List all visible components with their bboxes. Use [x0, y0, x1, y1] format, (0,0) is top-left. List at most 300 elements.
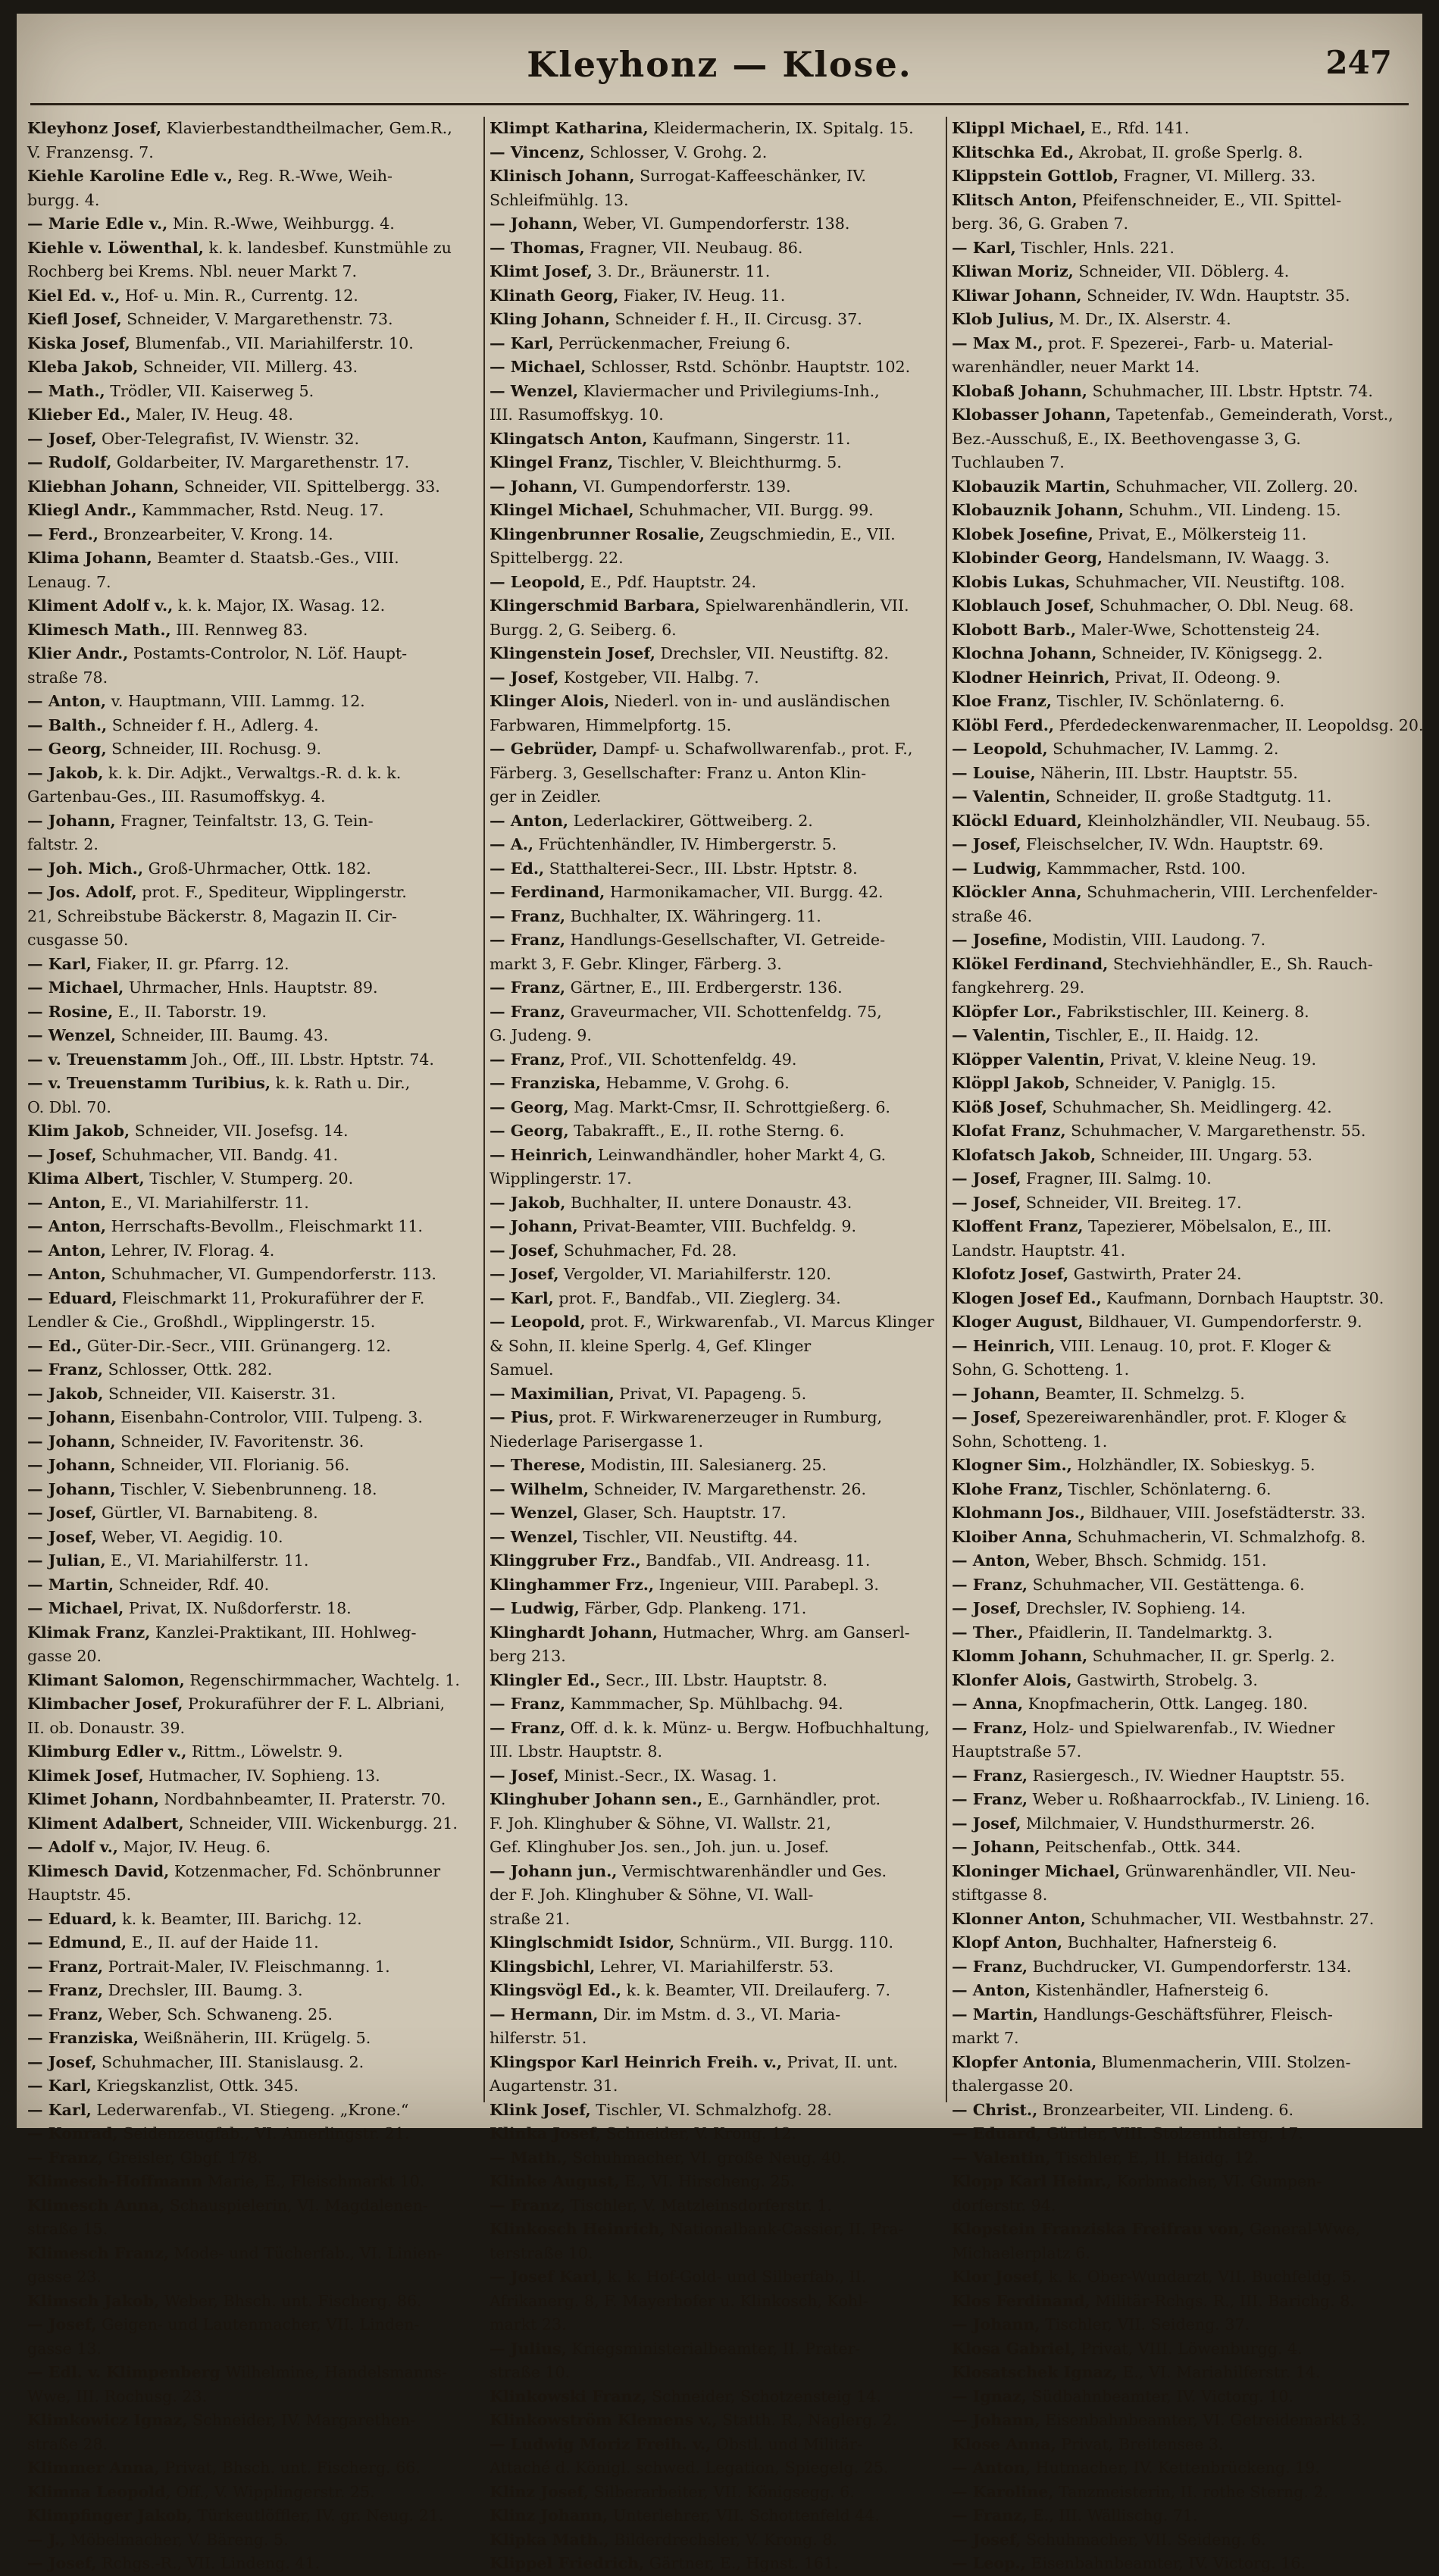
directory-entry-line — [952, 857, 1402, 881]
entry-details: Burgg. 2, G. Seiberg. 6. — [490, 620, 677, 639]
entry-details: General-Wwe, — [1244, 2220, 1361, 2238]
directory-entry-line — [27, 164, 477, 189]
directory-entry-line — [490, 2481, 940, 2505]
directory-entry-line — [27, 785, 477, 809]
entry-details: Wilhelmine, Handelsmanns- — [220, 2363, 447, 2381]
directory-entry-line — [27, 332, 477, 356]
entry-name: Kloblauch Josef, — [952, 596, 1095, 615]
entry-name: Klimna Leopold, — [27, 2482, 171, 2501]
entry-name: Klimsch Jakob, — [27, 2291, 160, 2310]
entry-name: Klimesch David, — [27, 1861, 170, 1880]
entry-name: — Ignaz, — [952, 2387, 1027, 2405]
entry-name: — Ferdinand, — [490, 883, 605, 901]
entry-details: Unterlehrer, VII. Schottenfeld 44. — [608, 2506, 880, 2524]
entry-name: — Johann, — [27, 1432, 116, 1451]
directory-entry-line — [27, 2099, 477, 2123]
entry-details: Holz- und Spielwarenfab., IV. Wiedner — [1028, 1718, 1335, 1737]
directory-entry-line — [490, 1263, 940, 1287]
entry-name: Klink Josef, — [490, 2100, 591, 2119]
directory-entry-line — [27, 571, 477, 595]
directory-entry-line — [27, 953, 477, 977]
entry-details: Bildhauer, VIII. Josefstädterstr. 33. — [1085, 1504, 1366, 1522]
directory-entry-line — [27, 690, 477, 714]
entry-details: cusgasse 50. — [27, 931, 129, 949]
entry-details: Postamts-Controlor, N. Löf. Haupt- — [128, 644, 408, 662]
entry-name: — Jos. Adolf, — [27, 883, 137, 901]
entry-name: — Johann, — [490, 214, 578, 233]
entry-name: — Josef, — [952, 835, 1021, 853]
directory-entry-line — [27, 1788, 477, 1812]
entry-name: — Franz, — [27, 2005, 104, 2024]
entry-details: Schneider, V. Margarethenstr. 73. — [121, 310, 393, 328]
entry-name: — Julius, — [490, 2339, 567, 2358]
directory-entry-line — [27, 2146, 477, 2171]
entry-details: hilferstr. 51. — [490, 2029, 587, 2047]
entry-name: Klima Johann, — [27, 549, 152, 567]
entry-details: Schuhmacher, O. Dbl. Neug. 68. — [1094, 596, 1354, 615]
entry-details: Tabakrafft., E., II. rothe Sterng. 6. — [568, 1122, 845, 1140]
directory-entry-line — [27, 355, 477, 380]
entry-name: — Franz, — [490, 1695, 566, 1713]
directory-entry-line — [490, 2409, 940, 2433]
entry-details: Tuchlauben 7. — [952, 453, 1065, 471]
directory-entry-line — [952, 2290, 1402, 2314]
entry-name: Klingenstein Josef, — [490, 644, 655, 662]
directory-entry-line — [490, 1000, 940, 1025]
directory-entry-line — [27, 666, 477, 690]
entry-details: Schuhmacher, III. Lbstr. Hptstr. 74. — [1087, 381, 1373, 400]
directory-entry-line — [952, 499, 1402, 523]
entry-details: Surrogat-Kaffeeschänker, IV. — [634, 167, 867, 185]
entry-details: Spittelbergg. 22. — [490, 549, 624, 567]
directory-entry-line — [490, 1812, 940, 1836]
directory-entry-line — [490, 1239, 940, 1263]
entry-details: Gürtler, VIII. Stolzenthalerg. 17. — [1041, 2124, 1303, 2142]
directory-entry-line — [27, 1764, 477, 1789]
entry-name: Klopf Anton, — [952, 1933, 1063, 1952]
entry-details: Schneider, III. Ungarg. 53. — [1096, 1145, 1313, 1164]
entry-name: Klinghammer Frz., — [490, 1575, 655, 1594]
entry-details: Schuhmacher, VII. Seideng. 6. — [1021, 2530, 1266, 2549]
entry-details: Tanzmeisterin, II. rothe Sterng. 2. — [1053, 2482, 1329, 2501]
directory-entry-line — [27, 284, 477, 308]
entry-details: Glaser, Sch. Hauptstr. 17. — [578, 1504, 787, 1522]
entry-name: Klogen Josef Ed., — [952, 1288, 1102, 1307]
entry-name: — Josef, — [952, 1169, 1021, 1188]
directory-entry-line — [27, 1239, 477, 1263]
entry-details: Lehrer, IV. Florag. 4. — [106, 1241, 275, 1260]
directory-entry-line — [27, 1072, 477, 1096]
directory-entry-line — [27, 2409, 477, 2433]
entry-details: Groß-Uhrmacher, Ottk. 182. — [143, 859, 371, 878]
entry-name: — Josef, — [27, 1527, 97, 1546]
entry-name: Kling Johann, — [490, 310, 610, 328]
entry-name: Klopstein Franziska Freifrau von, — [952, 2220, 1245, 2238]
entry-details: stiftgasse 8. — [952, 1886, 1048, 1904]
directory-entry-line — [952, 2528, 1402, 2553]
directory-entry-line — [490, 499, 940, 523]
entry-details: Dir. im Mstm. d. 3., VI. Maria- — [598, 2005, 841, 2024]
entry-name: Klitschka Ed., — [952, 142, 1075, 161]
entry-name: — Franziska, — [27, 2029, 139, 2047]
entry-details: Schneider, VII. Josefsg. 14. — [130, 1122, 349, 1140]
entry-details: prot. F. Spezerei-, Farb- u. Material- — [1043, 333, 1334, 352]
entry-details: Kleinholzhändler, VII. Neubaug. 55. — [1082, 811, 1371, 830]
directory-entry-line — [27, 236, 477, 261]
entry-details: Rchgs.-R., VII. Lindeng. 41. — [96, 2554, 321, 2572]
directory-entry-line — [952, 2242, 1402, 2266]
directory-entry-line — [27, 1263, 477, 1287]
entry-name: — Ludwig Moriz Freih. v., — [490, 2434, 712, 2453]
entry-details: Augartenstr. 31. — [490, 2077, 618, 2095]
entry-name: — Ludwig, — [490, 1599, 580, 1617]
directory-entry-line — [27, 1979, 477, 2003]
entry-name: Klobis Lukas, — [952, 572, 1071, 591]
entry-name: — Josef, — [490, 1766, 559, 1785]
entry-name: — Wenzel, — [27, 1026, 117, 1044]
entry-name: Klofatsch Jakob, — [952, 1145, 1096, 1164]
entry-details: Privat, II. unt. — [782, 2052, 898, 2071]
directory-entry-line — [27, 546, 477, 571]
directory-entry-line — [490, 1717, 940, 1741]
entry-name: — Karl, — [27, 954, 92, 973]
directory-page — [17, 14, 1424, 2572]
directory-entry-line — [952, 1263, 1402, 1287]
directory-entry-line — [952, 1167, 1402, 1191]
entry-details: der F. Joh. Klinghuber & Söhne, VI. Wall- — [490, 1886, 814, 1904]
directory-entry-line — [952, 2552, 1402, 2576]
entry-details: straße 78. — [27, 668, 108, 687]
directory-entry-line — [490, 2361, 940, 2385]
directory-entry-line — [27, 1812, 477, 1836]
entry-details: Major, IV. Heug. 6. — [117, 1838, 271, 1856]
directory-entry-line — [952, 1621, 1402, 1645]
entry-name: — Franz, — [490, 2196, 566, 2214]
entry-details: k. k. Beamter, VII. Dreilauferg. 7. — [621, 1981, 891, 1999]
entry-name: Klingerschmid Barbara, — [490, 596, 700, 615]
entry-name: — Anton, — [27, 1265, 107, 1283]
entry-name: Klingel Michael, — [490, 501, 634, 519]
directory-entry-line — [952, 1597, 1402, 1621]
entry-details: Ingenieur, VIII. Parabepl. 3. — [654, 1575, 879, 1594]
entry-details: Modistin, III. Salesianerg. 25. — [585, 1456, 827, 1474]
directory-entry-line — [27, 1119, 477, 1144]
directory-entry-line — [27, 1692, 477, 1717]
entry-name: Klimbacher Josef, — [27, 1695, 183, 1713]
directory-entry-line — [490, 1119, 940, 1144]
directory-entry-line — [952, 546, 1402, 571]
entry-name: — Johann jun., — [490, 1861, 618, 1880]
entry-details: Farbwaren, Himmelpfortg. 15. — [490, 715, 732, 734]
directory-entry-line — [490, 284, 940, 308]
running-title: Kleyhonz — Klose. — [527, 44, 912, 85]
directory-entry-line — [952, 1836, 1402, 1860]
entry-name: — Anton, — [27, 1217, 107, 1235]
entry-details: markt 3, F. Gebr. Klinger, Färberg. 3. — [490, 954, 782, 973]
page-number: 247 — [1325, 44, 1392, 81]
entry-name: Klinkowström Klemens v., — [490, 2411, 718, 2429]
entry-details: Buchhalter, II. untere Donaustr. 43. — [565, 1193, 852, 1212]
entry-details: Hutmacher, IV. Sophieng. 13. — [143, 1766, 380, 1785]
entry-name: — Leop., — [952, 2554, 1026, 2572]
directory-entry-line — [27, 1549, 477, 1573]
entry-details: Gärtner, E., III. Erdbergerstr. 136. — [565, 978, 843, 997]
entry-details: Buchdrucker, VI. Gumpendorferstr. 134. — [1028, 1957, 1352, 1976]
entry-details: Weber, Bhsch. Schmidg. 151. — [1031, 1551, 1267, 1570]
directory-entry-line — [952, 1430, 1402, 1454]
directory-entry-line — [490, 1788, 940, 1812]
entry-details: Michaelerplatz 6. — [952, 2243, 1090, 2262]
directory-entry-line — [490, 737, 940, 762]
directory-entry-line — [27, 1836, 477, 1860]
entry-details: Minist.-Secr., IX. Wasag. 1. — [558, 1766, 777, 1785]
entry-details: Gastwirth, Prater 24. — [1068, 1265, 1242, 1283]
entry-name: Klimesch Math., — [27, 620, 171, 639]
directory-entry-line — [27, 1908, 477, 1932]
directory-entry-line — [952, 1717, 1402, 1741]
entry-details: Sohn, Schotteng. 1. — [952, 1432, 1108, 1451]
entry-name: — Edl. v. Klimpenberg — [27, 2363, 221, 2381]
directory-entry-line — [952, 905, 1402, 929]
directory-entry-line — [27, 594, 477, 618]
directory-entry-line — [952, 928, 1402, 953]
entry-name: Kliegl Andr., — [27, 501, 137, 519]
directory-entry-line — [952, 2027, 1402, 2051]
directory-column-1 — [27, 117, 477, 2572]
entry-name: — Karoline, — [952, 2482, 1054, 2501]
directory-entry-line — [490, 714, 940, 738]
entry-details: straße 21. — [490, 1909, 571, 1928]
directory-entry-line — [490, 1478, 940, 1502]
entry-name: Klinkowski Franz, — [490, 2387, 647, 2405]
directory-entry-line — [952, 1454, 1402, 1478]
directory-entry-line — [952, 618, 1402, 643]
directory-entry-line — [27, 1454, 477, 1478]
entry-name: — Josef, — [27, 2554, 97, 2572]
directory-entry-line — [27, 308, 477, 332]
directory-entry-line — [490, 189, 940, 213]
entry-details: Nationalbank-Cassier, II. Pra- — [665, 2220, 904, 2238]
entry-name: Klimburg Edler v., — [27, 1742, 187, 1761]
entry-name: — Anton, — [490, 811, 569, 830]
entry-details: markt 23. — [490, 2315, 567, 2333]
directory-entry-line — [27, 475, 477, 499]
directory-entry-line — [490, 2194, 940, 2218]
entry-name: — Ed., — [27, 1336, 83, 1355]
entry-details: warenhändler, neuer Markt 14. — [952, 358, 1200, 376]
entry-details: Schlosser, Rstd. Schönbr. Hauptstr. 102. — [586, 358, 911, 376]
directory-entry-line — [490, 2099, 940, 2123]
entry-details: Akrobat, II. große Sperlg. 8. — [1074, 142, 1303, 161]
directory-entry-line — [490, 2146, 940, 2171]
entry-details: Privat, II. Odeong. 9. — [1109, 668, 1281, 687]
directory-entry-line — [27, 1358, 477, 1382]
entry-details: k. k. Hof-Gold- und Silberfab., II. — [602, 2268, 867, 2286]
entry-details: Schnürm., VII. Burgg. 110. — [674, 1933, 894, 1952]
entry-name: Klimesch-Hoffmann — [27, 2172, 203, 2190]
entry-details: straße 15. — [27, 2220, 108, 2238]
entry-details: Militär-Rchgs. R., III. Barichg. 8. — [1090, 2291, 1355, 2310]
entry-details: Buchhalter, IX. Währingerg. 11. — [565, 906, 821, 925]
directory-entry-line — [490, 1621, 940, 1645]
directory-entry-line — [27, 1501, 477, 1526]
entry-name: — Georg, — [490, 1097, 569, 1116]
entry-details: VI. Gumpendorferstr. 139. — [577, 477, 791, 496]
entry-details: Schuhmacher, IV. Lammg. 2. — [1047, 740, 1279, 758]
entry-details: Weber, Bhsch. unt. Fischerg. 86. — [159, 2291, 422, 2310]
entry-name: — Josef, — [952, 2530, 1021, 2549]
entry-name: Klitsch Anton, — [952, 190, 1078, 209]
directory-entry-line — [27, 928, 477, 953]
entry-details: Hutmacher, IV. Kettenbrückeng. 19. — [1031, 2459, 1320, 2477]
entry-name: — Karl, — [490, 1288, 554, 1307]
entry-details: Privat-Beamter, VIII. Buchfeldg. 9. — [577, 1217, 856, 1235]
entry-name: — Rudolf, — [27, 453, 112, 471]
directory-entry-line — [952, 642, 1402, 666]
entry-name: — Jakob, — [27, 1384, 104, 1403]
entry-details: Lederlackirer, Göttweiberg. 2. — [568, 811, 813, 830]
directory-entry-line — [952, 2504, 1402, 2528]
directory-entry-line — [952, 427, 1402, 452]
directory-entry-line — [952, 523, 1402, 547]
entry-name: Klippel Friedrich, — [490, 2554, 645, 2572]
entry-details: Regenschirmmacher, Wachtelg. 1. — [184, 1670, 460, 1689]
entry-details: Schlosser, V. Grohg. 2. — [584, 142, 768, 161]
entry-details: Privat, E., Mölkersteig 11. — [1093, 524, 1307, 543]
entry-details: Trödler, VII. Kaiserweg 5. — [105, 381, 314, 400]
entry-name: Klosa Gabriel, — [952, 2339, 1076, 2358]
entry-details: Greisler, Gbgf. 178. — [103, 2148, 263, 2167]
entry-details: straße 46. — [952, 906, 1033, 925]
entry-details: G. Judeng. 9. — [490, 1026, 592, 1044]
directory-entry-line — [952, 2122, 1402, 2146]
entry-name: — Johann, — [952, 2315, 1040, 2333]
directory-entry-line — [952, 2385, 1402, 2409]
directory-entry-line — [490, 1191, 940, 1216]
directory-entry-line — [27, 2433, 477, 2457]
entry-details: gasse 20. — [27, 1647, 102, 1665]
directory-entry-line — [952, 1549, 1402, 1573]
directory-entry-line — [952, 1048, 1402, 1072]
entry-details: gasse 13. — [27, 2339, 102, 2358]
entry-details: Spezereiwarenhändler, prot. F. Kloger & — [1021, 1408, 1347, 1426]
directory-entry-line — [490, 2170, 940, 2194]
entry-details: Tischler, Schönlaterng. 6. — [1063, 1479, 1272, 1498]
entry-name: — J., — [27, 2530, 66, 2549]
entry-details: Schneider, VIII. Wickenburgg. 21. — [183, 1814, 458, 1833]
directory-entry-line — [490, 2074, 940, 2099]
entry-name: — Hermann, — [490, 2005, 599, 2024]
entry-name: — v. Treuenstamm — [27, 1050, 187, 1069]
entry-details: berg. 36, G. Graben 7. — [952, 214, 1128, 233]
entry-details: Schneider f. H., II. Circusg. 37. — [610, 310, 862, 328]
entry-details: E., Garnhändler, prot. — [702, 1790, 881, 1808]
entry-name: — Leopold, — [952, 740, 1048, 758]
entry-name: — Josef, — [952, 1408, 1021, 1426]
entry-name: — Anton, — [952, 1981, 1031, 1999]
entry-details: Seidenzeugfab., VI. Amerlingstr. 21. — [117, 2124, 410, 2142]
directory-entry-line — [27, 1287, 477, 1311]
directory-entry-line — [27, 2265, 477, 2290]
entry-name: — Franziska, — [490, 1074, 602, 1092]
entry-details: Eisenbahnbeamter, VI. Getreidemarkt 3. — [1040, 2411, 1366, 2429]
entry-details: Maler-Wwe, Schottensteig 24. — [1076, 620, 1320, 639]
entry-name: Kloiber Anna, — [952, 1527, 1073, 1546]
directory-entry-line — [490, 475, 940, 499]
entry-details: Uhrmacher, Hnls. Hauptstr. 89. — [124, 978, 378, 997]
entry-name: — Maximilian, — [490, 1384, 615, 1403]
entry-name: — Wenzel, — [490, 381, 579, 400]
entry-name: Kloe Franz, — [952, 692, 1053, 710]
directory-entry-line — [27, 2003, 477, 2027]
directory-entry-line — [27, 2194, 477, 2218]
entry-name: Klohe Franz, — [952, 1479, 1063, 1498]
directory-entry-line — [490, 1597, 940, 1621]
directory-entry-line — [952, 809, 1402, 834]
entry-details: Maler, IV. Heug. 48. — [130, 405, 293, 424]
entry-name: — Max M., — [952, 333, 1043, 352]
entry-name: — Josef, — [490, 1265, 559, 1283]
directory-entry-line — [952, 1478, 1402, 1502]
directory-entry-line — [490, 260, 940, 284]
entry-details: Fragner, VI. Millerg. 33. — [1118, 167, 1316, 185]
entry-name: — Josef, — [952, 1193, 1021, 1212]
entry-details: Statthalterei-Secr., III. Lbstr. Hptstr. 8. — [544, 859, 858, 878]
entry-name: — Josef, — [490, 1241, 559, 1260]
entry-name: — Martin, — [952, 2005, 1039, 2024]
entry-details: Mag. Markt-Cmsr, II. Schrottgießerg. 6. — [568, 1097, 890, 1116]
directory-entry-line — [952, 2074, 1402, 2099]
entry-details: Kriegskanzlist, Ottk. 345. — [91, 2077, 299, 2095]
entry-details: Rittm., Löwelstr. 9. — [186, 1742, 343, 1761]
entry-details: Handlungs-Geschäftsführer, Fleisch- — [1038, 2005, 1333, 2024]
entry-details: Schneider, IV. Favoritenstr. 36. — [115, 1432, 364, 1451]
directory-entry-line — [27, 737, 477, 762]
entry-details: Wwe, III. Rochusg. 23. — [27, 2387, 208, 2405]
directory-entry-line — [952, 355, 1402, 380]
entry-details: Schuhmacher, VI. große Neug. 40. — [567, 2148, 846, 2167]
entry-details: Möbelmacher, V. Bäreng. 5. — [65, 2530, 289, 2549]
entry-details: Klaviermacher und Privilegiums-Inh., — [578, 381, 880, 400]
entry-details: Schneider, III. Baumg. 43. — [116, 1026, 329, 1044]
entry-details: Korbmacher, VI. Gumpen- — [1112, 2172, 1322, 2190]
directory-entry-line — [27, 976, 477, 1000]
entry-details: Hauptstr. 45. — [27, 1886, 132, 1904]
entry-details: Tischler, V. Stumperg. 20. — [144, 1169, 354, 1188]
entry-name: — Marie Edle v., — [27, 214, 168, 233]
directory-entry-line — [490, 1144, 940, 1168]
directory-entry-line — [27, 2074, 477, 2099]
entry-details: Kaufmann, Singerstr. 11. — [647, 429, 851, 448]
directory-entry-line — [952, 2051, 1402, 2075]
entry-name: — Therese, — [490, 1456, 586, 1474]
directory-entry-line — [490, 2528, 940, 2553]
entry-name: — Franz, — [952, 1957, 1028, 1976]
entry-details: Grünwarenhändler, VII. Neu- — [1120, 1861, 1356, 1880]
entry-name: — Adolf v., — [27, 1838, 118, 1856]
entry-details: Blumenfab., VII. Mariahilferstr. 10. — [130, 333, 414, 352]
entry-name: Klinz Johann, — [490, 2506, 608, 2524]
entry-details: Klavierbestandtheilmacher, Gem.R., — [161, 119, 452, 137]
entry-name: — Georg, — [490, 1122, 569, 1140]
directory-entry-line — [490, 1573, 940, 1598]
entry-name: — Anton, — [27, 1241, 107, 1260]
entry-name: Klofotz Josef, — [952, 1265, 1069, 1283]
directory-entry-line — [27, 1096, 477, 1120]
directory-entry-line — [27, 1382, 477, 1407]
directory-entry-line — [27, 141, 477, 165]
entry-details: k. k. Beamter, III. Barichg. 12. — [117, 1909, 362, 1928]
